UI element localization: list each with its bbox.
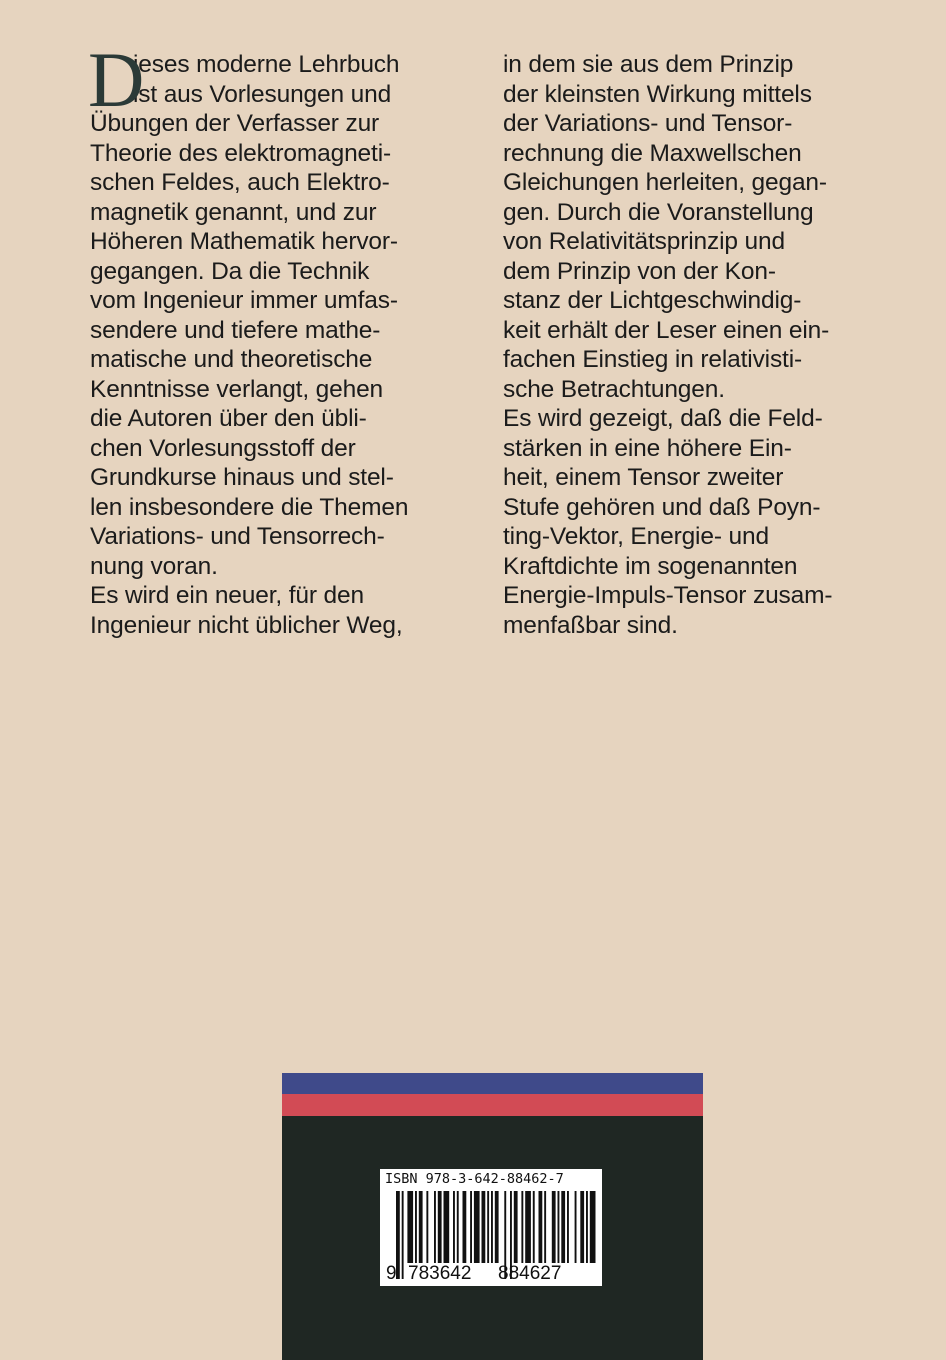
left-text-line: Es wird ein neuer, für den [90, 582, 364, 609]
left-text-line: magnetik genannt, und zur [90, 198, 377, 226]
left-text-line: Variations- und Tensorrech- [90, 523, 385, 550]
left-text-line: Theorie des elektromagneti- [90, 139, 391, 167]
left-text-column [88, 36, 450, 640]
left-text-line: die Autoren über den übli- [90, 405, 367, 432]
left-text-line: ist aus Vorlesungen und [133, 80, 392, 108]
barcode-digits-right: 884627 [498, 1263, 562, 1284]
right-text-line: in dem sie aus dem Prinzip [503, 51, 794, 78]
right-text-line: der kleinsten Wirkung mittels [503, 80, 812, 108]
dark-panel [282, 1116, 703, 1360]
left-text-line: gegangen. Da die Technik [90, 257, 370, 285]
left-text-line: Übungen der Verfasser zur [90, 110, 380, 137]
blue-stripe [282, 1073, 703, 1094]
right-text-line: Kraftdichte im sogenannten [503, 552, 798, 580]
left-text-line: matische und theoretische [90, 346, 373, 373]
left-text-line: len insbesondere die Themen [90, 493, 409, 521]
left-text-line: schen Feldes, auch Elektro- [90, 169, 390, 196]
right-text-line: rechnung die Maxwellschen [503, 139, 802, 167]
left-text-line: Höheren Mathematik hervor- [90, 228, 398, 255]
right-text-line: Gleichungen herleiten, gegan- [503, 169, 827, 196]
right-text-line: sche Betrachtungen. [503, 375, 725, 403]
barcode-box [380, 1169, 602, 1286]
right-text-line: Stufe gehören und daß Poyn- [503, 493, 821, 521]
left-text-line: vom Ingenieur immer umfas- [90, 287, 398, 314]
right-text-line: stärken in eine höhere Ein- [503, 434, 792, 462]
left-text-lines [88, 36, 450, 640]
right-text-line: heit, einem Tensor zweiter [503, 464, 784, 491]
barcode-digits-left: 783642 [408, 1263, 472, 1284]
right-text-line: keit erhält der Leser einen ein- [503, 316, 830, 344]
right-text-line: Energie-Impuls-Tensor zusam- [503, 582, 833, 609]
left-text-line: Kenntnisse verlangt, gehen [90, 375, 384, 403]
right-text-line: stanz der Lichtgeschwindig- [503, 287, 802, 314]
right-text-line: von Relativitätsprinzip und [503, 228, 785, 255]
barcode-digit-first: 9 [386, 1263, 397, 1284]
isbn-label: ISBN 978-3-642-88462-7 [385, 1171, 564, 1187]
right-text-line: der Variations- und Tensor- [503, 110, 793, 137]
right-text-column [503, 50, 873, 640]
left-text-line: sendere und tiefere mathe- [90, 316, 381, 344]
left-text-line: Grundkurse hinaus und stel- [90, 464, 394, 491]
barcode-digits [380, 1263, 602, 1286]
left-text-line: chen Vorlesungsstoff der [90, 434, 356, 462]
red-stripe [282, 1094, 703, 1116]
right-text-lines [503, 50, 873, 640]
left-text-line: nung voran. [90, 552, 218, 580]
right-text-line: ting-Vektor, Energie- und [503, 523, 769, 550]
right-text-line: fachen Einstieg in relativisti- [503, 346, 803, 373]
left-text-line: Ingenieur nicht üblicher Weg, [90, 611, 403, 639]
right-text-line: gen. Durch die Voranstellung [503, 198, 814, 226]
right-text-line: menfaßbar sind. [503, 611, 678, 639]
cover-bottom-block [282, 1073, 703, 1360]
right-text-line: dem Prinzip von der Kon- [503, 257, 776, 285]
drop-cap: D [88, 36, 145, 123]
right-text-line: Es wird gezeigt, daß die Feld- [503, 405, 823, 432]
left-text-line: ieses moderne Lehrbuch [133, 51, 400, 78]
